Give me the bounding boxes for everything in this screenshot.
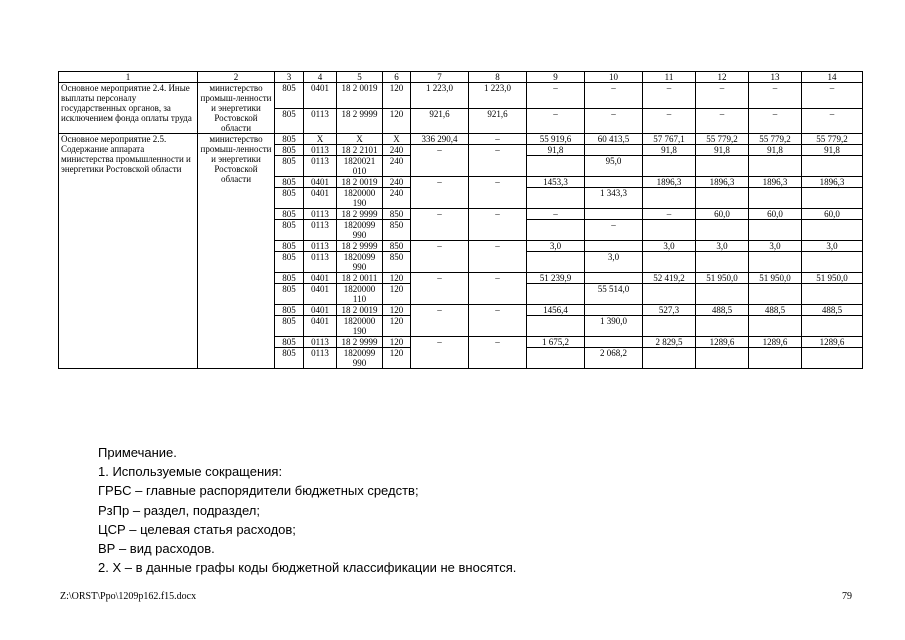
code-cell: 0401 <box>304 273 337 284</box>
notes-line-rzpr: РзПр – раздел, подраздел; <box>98 502 260 518</box>
value-cell: 51 950,0 <box>749 273 802 284</box>
value-cell <box>749 316 802 337</box>
table-cell: 55 779,2 <box>696 134 749 145</box>
code-cell: 850 <box>383 209 411 220</box>
table-cell: 120 <box>383 83 411 109</box>
table-cell: 57 767,1 <box>643 134 696 145</box>
value-cell: 3,0 <box>527 241 585 252</box>
column-header-7: 7 <box>411 72 469 83</box>
value-cell: 488,5 <box>802 305 863 316</box>
column-header-11: 11 <box>643 72 696 83</box>
value-cell: 60,0 <box>749 209 802 220</box>
table-cell: – <box>585 83 643 109</box>
value-cell: 91,8 <box>749 145 802 156</box>
value-cell: 2 829,5 <box>643 337 696 348</box>
value-cell: 51 239,9 <box>527 273 585 284</box>
value-cell: 488,5 <box>749 305 802 316</box>
code-cell: 0401 <box>304 284 337 305</box>
code-cell: 805 <box>275 252 304 273</box>
value-cell: 1289,6 <box>749 337 802 348</box>
value-cell <box>527 156 585 177</box>
code-cell: 805 <box>275 209 304 220</box>
code-cell: 120 <box>383 337 411 348</box>
column-header-5: 5 <box>337 72 383 83</box>
value-cell: – <box>469 273 527 305</box>
code-cell: 18 2 0019 <box>337 177 383 188</box>
code-cell: 850 <box>383 252 411 273</box>
value-cell <box>749 348 802 369</box>
value-cell: – <box>411 305 469 337</box>
value-cell <box>749 284 802 305</box>
code-cell: 805 <box>275 284 304 305</box>
value-cell <box>585 145 643 156</box>
table-cell: – <box>643 108 696 134</box>
value-cell <box>802 156 863 177</box>
table-cell: – <box>749 108 802 134</box>
value-cell: 60,0 <box>696 209 749 220</box>
value-cell: 91,8 <box>527 145 585 156</box>
table-cell: 921,6 <box>469 108 527 134</box>
value-cell: 1 343,3 <box>585 188 643 209</box>
code-cell: 240 <box>383 177 411 188</box>
value-cell: – <box>469 177 527 209</box>
value-cell <box>643 156 696 177</box>
value-cell <box>527 284 585 305</box>
value-cell: – <box>469 337 527 369</box>
value-cell <box>696 316 749 337</box>
value-cell: 91,8 <box>643 145 696 156</box>
code-cell: 120 <box>383 305 411 316</box>
code-cell: 805 <box>275 348 304 369</box>
value-cell: – <box>469 241 527 273</box>
value-cell: 3,0 <box>585 252 643 273</box>
value-cell <box>696 156 749 177</box>
value-cell: – <box>411 273 469 305</box>
code-cell: 18 2 0011 <box>337 273 383 284</box>
column-header-13: 13 <box>749 72 802 83</box>
value-cell <box>802 284 863 305</box>
code-cell: 0113 <box>304 241 337 252</box>
column-header-12: 12 <box>696 72 749 83</box>
value-cell <box>585 209 643 220</box>
value-cell <box>802 316 863 337</box>
code-cell: 1820099 990 <box>337 348 383 369</box>
value-cell <box>749 220 802 241</box>
value-cell: 1896,3 <box>643 177 696 188</box>
value-cell <box>643 252 696 273</box>
code-cell: 0113 <box>304 337 337 348</box>
table-body <box>59 83 863 369</box>
value-cell: – <box>527 209 585 220</box>
code-cell: 0113 <box>304 145 337 156</box>
code-cell: 805 <box>275 156 304 177</box>
value-cell: 1456,4 <box>527 305 585 316</box>
table-cell: 805 <box>275 83 304 109</box>
table-cell: 1 223,0 <box>411 83 469 109</box>
code-cell: 1820000 110 <box>337 284 383 305</box>
value-cell: 1 675,2 <box>527 337 585 348</box>
value-cell <box>802 348 863 369</box>
value-cell: 55 514,0 <box>585 284 643 305</box>
budget-table <box>58 71 863 369</box>
value-cell: 1289,6 <box>802 337 863 348</box>
table-cell: 18 2 0019 <box>337 83 383 109</box>
value-cell <box>802 220 863 241</box>
value-cell: – <box>411 177 469 209</box>
value-cell: 3,0 <box>749 241 802 252</box>
code-cell: 1820000 190 <box>337 188 383 209</box>
value-cell: – <box>411 337 469 369</box>
code-cell: 0113 <box>304 156 337 177</box>
table-cell: – <box>696 108 749 134</box>
code-cell: 0401 <box>304 305 337 316</box>
value-cell: – <box>469 305 527 337</box>
code-cell: 0401 <box>304 188 337 209</box>
value-cell: 1896,3 <box>749 177 802 188</box>
value-cell <box>749 188 802 209</box>
code-cell: 0113 <box>304 209 337 220</box>
notes-title: Примечание. <box>98 445 177 460</box>
header-row <box>59 72 863 83</box>
table-cell: – <box>696 83 749 109</box>
code-cell: 805 <box>275 188 304 209</box>
code-cell: 0113 <box>304 220 337 241</box>
table-cell: 120 <box>383 108 411 134</box>
value-cell: 51 950,0 <box>696 273 749 284</box>
value-cell <box>696 252 749 273</box>
table-cell: 921,6 <box>411 108 469 134</box>
table-cell: Х <box>304 134 337 145</box>
table-cell: 805 <box>275 108 304 134</box>
code-cell: 240 <box>383 145 411 156</box>
table-cell: – <box>585 108 643 134</box>
column-header-1: 1 <box>59 72 198 83</box>
table-cell: 55 779,2 <box>749 134 802 145</box>
code-cell: 18 2 9999 <box>337 209 383 220</box>
event-name-cell: Основное мероприятие 2.4. Иные выплаты персоналу государственных органов, за исключением фонда оплаты труда <box>59 83 198 134</box>
column-header-3: 3 <box>275 72 304 83</box>
value-cell <box>585 241 643 252</box>
value-cell <box>585 273 643 284</box>
value-cell <box>643 188 696 209</box>
column-header-9: 9 <box>527 72 585 83</box>
code-cell: 18 2 9999 <box>337 337 383 348</box>
table-cell: 55 919,6 <box>527 134 585 145</box>
value-cell <box>802 252 863 273</box>
column-header-2: 2 <box>198 72 275 83</box>
value-cell <box>527 348 585 369</box>
table-cell: – <box>802 108 863 134</box>
value-cell: – <box>411 209 469 241</box>
code-cell: 240 <box>383 156 411 177</box>
table-cell: – <box>527 83 585 109</box>
code-cell: 0113 <box>304 348 337 369</box>
value-cell <box>643 284 696 305</box>
table-cell: – <box>643 83 696 109</box>
column-header-14: 14 <box>802 72 863 83</box>
footer-file-path: Z:\ORST\Ppo\1209p162.f15.docx <box>60 591 197 602</box>
value-cell: 527,3 <box>643 305 696 316</box>
code-cell: 120 <box>383 316 411 337</box>
code-cell: 850 <box>383 220 411 241</box>
notes-line-abbreviations: 1. Используемые сокращения: <box>98 464 283 480</box>
value-cell: 2 068,2 <box>585 348 643 369</box>
value-cell <box>696 284 749 305</box>
value-cell: 91,8 <box>802 145 863 156</box>
value-cell: 3,0 <box>643 241 696 252</box>
table-cell: 18 2 9999 <box>337 108 383 134</box>
code-cell: 0401 <box>304 177 337 188</box>
table-cell: 55 779,2 <box>802 134 863 145</box>
value-cell <box>643 348 696 369</box>
code-cell: 805 <box>275 220 304 241</box>
value-cell <box>749 156 802 177</box>
value-cell: 1 390,0 <box>585 316 643 337</box>
column-header-8: 8 <box>469 72 527 83</box>
value-cell <box>696 220 749 241</box>
value-cell: – <box>469 145 527 177</box>
code-cell: 1820021 010 <box>337 156 383 177</box>
code-cell: 120 <box>383 348 411 369</box>
code-cell: 240 <box>383 188 411 209</box>
value-cell: 3,0 <box>696 241 749 252</box>
value-cell: 1453,3 <box>527 177 585 188</box>
table-cell: – <box>749 83 802 109</box>
value-cell: – <box>643 209 696 220</box>
value-cell: 3,0 <box>802 241 863 252</box>
value-cell: 488,5 <box>696 305 749 316</box>
column-header-4: 4 <box>304 72 337 83</box>
value-cell: – <box>585 220 643 241</box>
value-cell <box>802 188 863 209</box>
value-cell <box>527 252 585 273</box>
code-cell: 18 2 0019 <box>337 305 383 316</box>
value-cell: – <box>469 209 527 241</box>
code-cell: 850 <box>383 241 411 252</box>
table-cell: 0401 <box>304 83 337 109</box>
value-cell: 95,0 <box>585 156 643 177</box>
executor-cell: министерство промыш-ленности и энергетики Ростовской области <box>198 134 275 369</box>
code-cell: 18 2 9999 <box>337 241 383 252</box>
value-cell <box>527 188 585 209</box>
table-cell: Х <box>383 134 411 145</box>
code-cell: 120 <box>383 284 411 305</box>
value-cell <box>585 305 643 316</box>
page-number: 79 <box>842 591 852 602</box>
value-cell: 51 950,0 <box>802 273 863 284</box>
notes-block <box>98 443 516 577</box>
value-cell: 1896,3 <box>802 177 863 188</box>
value-cell <box>585 337 643 348</box>
code-cell: 0401 <box>304 316 337 337</box>
table-cell: Х <box>337 134 383 145</box>
code-cell: 805 <box>275 241 304 252</box>
value-cell: – <box>411 145 469 177</box>
code-cell: 805 <box>275 316 304 337</box>
value-cell <box>527 220 585 241</box>
notes-line-grbs: ГРБС – главные распорядители бюджетных средств; <box>98 483 419 499</box>
value-cell: 1896,3 <box>696 177 749 188</box>
table-row <box>59 134 863 145</box>
code-cell: 1820099 990 <box>337 252 383 273</box>
value-cell <box>643 316 696 337</box>
table-cell: 0113 <box>304 108 337 134</box>
code-cell: 1820000 190 <box>337 316 383 337</box>
value-cell <box>585 177 643 188</box>
table-cell: 805 <box>275 134 304 145</box>
code-cell: 805 <box>275 305 304 316</box>
code-cell: 1820099 990 <box>337 220 383 241</box>
table-cell: 60 413,5 <box>585 134 643 145</box>
value-cell: 91,8 <box>696 145 749 156</box>
value-cell <box>749 252 802 273</box>
value-cell: – <box>411 241 469 273</box>
code-cell: 120 <box>383 273 411 284</box>
table-cell: – <box>469 134 527 145</box>
table-cell: – <box>527 108 585 134</box>
event-name-cell: Основное мероприятие 2.5. Содержание аппарата министерства промышленности и энергетики Ростовской области <box>59 134 198 369</box>
code-cell: 805 <box>275 337 304 348</box>
table-cell: 1 223,0 <box>469 83 527 109</box>
value-cell <box>643 220 696 241</box>
column-header-6: 6 <box>383 72 411 83</box>
notes-line-vr: ВР – вид расходов. <box>98 541 215 557</box>
value-cell: 1289,6 <box>696 337 749 348</box>
value-cell <box>527 316 585 337</box>
code-cell: 805 <box>275 145 304 156</box>
value-cell: 52 419,2 <box>643 273 696 284</box>
table-cell: 336 290,4 <box>411 134 469 145</box>
value-cell <box>696 348 749 369</box>
executor-cell: министерство промыш-ленности и энергетики Ростовской области <box>198 83 275 134</box>
table-cell: – <box>802 83 863 109</box>
column-header-10: 10 <box>585 72 643 83</box>
code-cell: 18 2 2101 <box>337 145 383 156</box>
code-cell: 805 <box>275 273 304 284</box>
code-cell: 805 <box>275 177 304 188</box>
value-cell: 60,0 <box>802 209 863 220</box>
code-cell: 0113 <box>304 252 337 273</box>
notes-line-x: 2. Х – в данные графы коды бюджетной классификации не вносятся. <box>98 560 517 576</box>
value-cell <box>696 188 749 209</box>
notes-line-csr: ЦСР – целевая статья расходов; <box>98 521 296 537</box>
table-row <box>59 83 863 109</box>
